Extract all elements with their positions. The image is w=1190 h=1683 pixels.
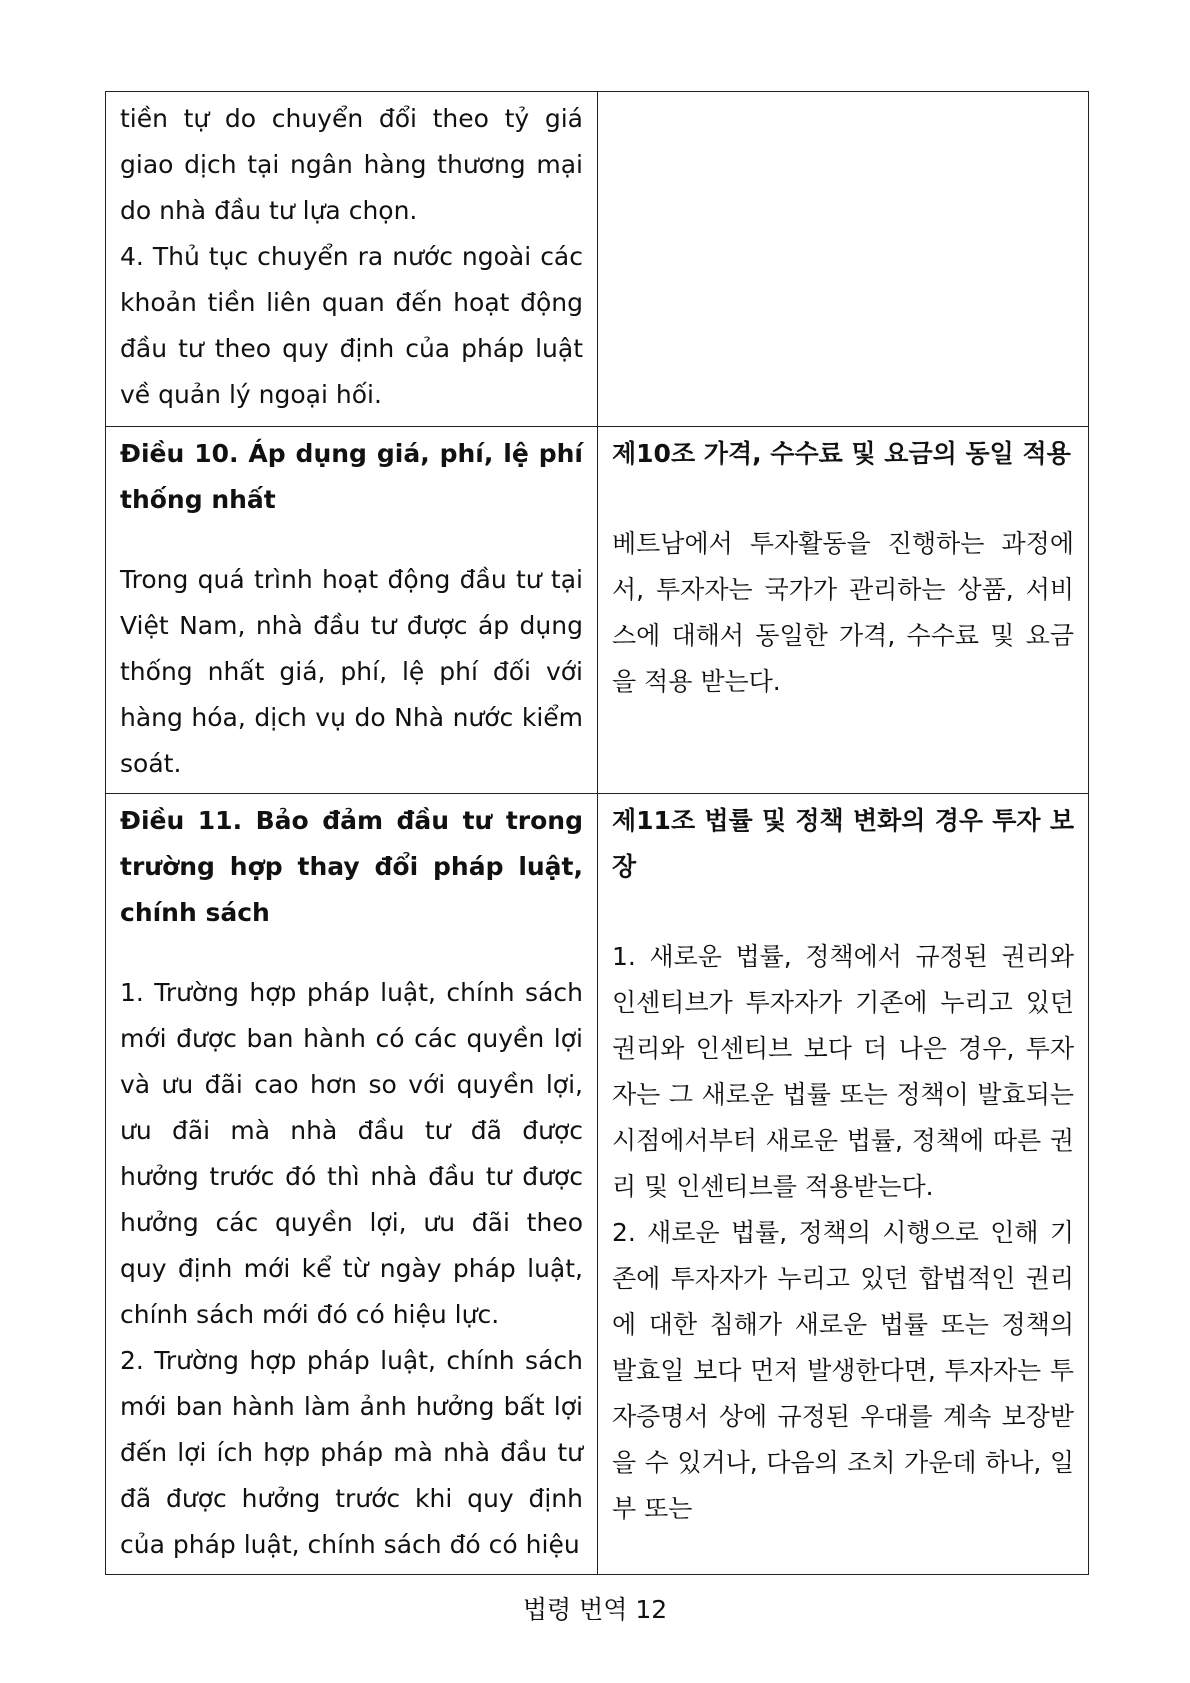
table-row (106, 794, 1089, 1575)
paragraph: tiền tự do chuyển đổi theo tỷ giá giao dịch tại ngân hàng thương mại do nhà đầu tư lựa chọn. (120, 104, 583, 225)
article-title: 제10조 가격, 수수료 및 요금의 동일 적용 (612, 439, 1071, 468)
paragraph: 2. Trường hợp pháp luật, chính sách mới ban hành làm ảnh hưởng bất lợi đến lợi ích hợp pháp mà nhà đầu tư đã được hưởng trước khi quy định của pháp luật, chính sách đó có hiệu (120, 1346, 583, 1559)
korean-cell (598, 794, 1089, 1575)
paragraph: 베트남에서 투자활동을 진행하는 과정에서, 투자자는 국가가 관리하는 상품, 서비스에 대해서 동일한 가격, 수수료 및 요금을 적용 받는다. (612, 529, 1074, 696)
page-footer: 법령 번역 12 (522, 1595, 668, 1624)
paragraph: 1. Trường hợp pháp luật, chính sách mới được ban hành có các quyền lợi và ưu đãi cao hơn so với quyền lợi, ưu đãi mà nhà đầu tư đã được hưởng trước đó thì nhà đầu tư được hưởng các quyền lợi, ưu đãi theo quy định mới kể từ ngày pháp luật, chính sách mới đó có hiệu lực. (120, 978, 583, 1329)
table-row (106, 427, 1089, 794)
article-title: Điều 10. Áp dụng giá, phí, lệ phí thống nhất (120, 439, 583, 514)
korean-cell (598, 92, 1089, 427)
korean-cell (598, 427, 1089, 794)
paragraph: Trong quá trình hoạt động đầu tư tại Việt Nam, nhà đầu tư được áp dụng thống nhất giá, phí, lệ phí đối với hàng hóa, dịch vụ do Nhà nước kiểm soát. (120, 565, 583, 778)
vietnamese-cell (106, 92, 598, 427)
paragraph: 4. Thủ tục chuyển ra nước ngoài các khoản tiền liên quan đến hoạt động đầu tư theo quy định của pháp luật về quản lý ngoại hối. (120, 242, 583, 409)
table-row (106, 92, 1089, 427)
paragraph: 2. 새로운 법률, 정책의 시행으로 인해 기존에 투자자가 누리고 있던 합법적인 권리에 대한 침해가 새로운 법률 또는 정책의 발효일 보다 먼저 발생한다면, 투자자는 투자증명서 상에 규정된 우대를 계속 보장받을 수 있거나, 다음의 조치 가운데 하나, 일부 또는 (612, 1218, 1074, 1523)
article-title: 제11조 법률 및 정책 변화의 경우 투자 보장 (612, 806, 1074, 881)
vietnamese-cell (106, 794, 598, 1575)
vietnamese-cell (106, 427, 598, 794)
law-translation-table (105, 91, 1089, 1575)
paragraph: 1. 새로운 법률, 정책에서 규정된 권리와 인센티브가 투자자가 기존에 누리고 있던 권리와 인센티브 보다 더 나은 경우, 투자자는 그 새로운 법률 또는 정책이 발효되는 시점에서부터 새로운 법률, 정책에 따른 권리 및 인센티브를 적용받는다. (612, 942, 1074, 1201)
article-title: Điều 11. Bảo đảm đầu tư trong trường hợp thay đổi pháp luật, chính sách (120, 806, 583, 927)
